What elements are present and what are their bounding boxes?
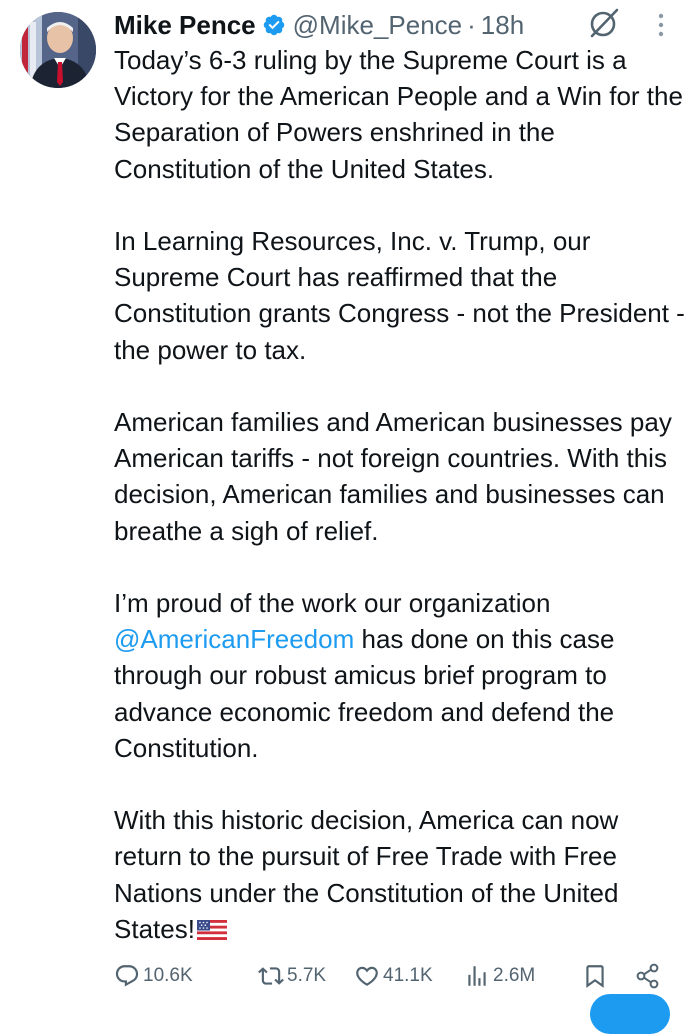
mention-link[interactable]: @AmericanFreedom bbox=[114, 624, 355, 655]
tweet-paragraph-1: Today’s 6-3 ruling by the Supreme Court is a Victory for the American People and a Win for the Separation of Powers enshrined in the Constitution of the United States. bbox=[114, 45, 683, 184]
share-icon bbox=[634, 962, 662, 990]
avatar[interactable] bbox=[20, 12, 96, 88]
compose-button[interactable] bbox=[590, 994, 670, 1034]
more-vertical-icon[interactable] bbox=[651, 12, 671, 40]
timestamp[interactable]: 18h bbox=[480, 9, 525, 40]
tweet-text bbox=[114, 42, 690, 947]
views-button[interactable] bbox=[464, 958, 535, 994]
share-button[interactable] bbox=[634, 958, 662, 994]
tweet-header bbox=[114, 6, 524, 44]
paragraph-4-start: I’m proud of the work our organization bbox=[114, 588, 551, 618]
paragraph-4-end: has done on this case through our robust amicus brief program to advance economic freedom and defend the Constitution. bbox=[114, 624, 615, 763]
flag-us-icon bbox=[197, 913, 227, 933]
repost-button[interactable] bbox=[258, 958, 326, 994]
paragraph-5-text: With this historic decision, America can now return to the pursuit of Free Trade with Free Nations under the Constitution of the United States! bbox=[114, 805, 619, 944]
repost-icon bbox=[258, 963, 284, 989]
reply-icon bbox=[114, 963, 140, 989]
separator-dot: · bbox=[467, 9, 476, 40]
verified-badge-icon[interactable] bbox=[262, 13, 286, 37]
reply-count: 10.6K bbox=[143, 965, 193, 986]
like-button[interactable] bbox=[354, 958, 433, 994]
display-name[interactable]: Mike Pence bbox=[114, 9, 256, 40]
avatar-image bbox=[20, 12, 96, 88]
bookmark-button[interactable] bbox=[582, 958, 608, 994]
repost-count: 5.7K bbox=[287, 965, 327, 986]
reply-button[interactable] bbox=[114, 958, 193, 994]
action-bar bbox=[114, 958, 690, 994]
bookmark-icon bbox=[582, 963, 608, 989]
tweet-paragraph-2: In Learning Resources, Inc. v. Trump, our Supreme Court has reaffirmed that the Constitution grants Congress - not the President - the power to tax. bbox=[114, 226, 685, 365]
tweet-paragraph-3: American families and American businesses pay American tariffs - not foreign countries. With this decision, American families and businesses can breathe a sigh of relief. bbox=[114, 407, 672, 546]
views-count: 2.6M bbox=[493, 965, 536, 986]
tweet-paragraph-4 bbox=[114, 585, 690, 766]
handle[interactable]: @Mike_Pence bbox=[292, 9, 463, 40]
grok-icon[interactable] bbox=[587, 6, 621, 40]
like-icon bbox=[354, 963, 380, 989]
like-count: 41.1K bbox=[383, 965, 433, 986]
tweet-paragraph-5 bbox=[114, 802, 690, 947]
views-icon bbox=[464, 963, 490, 989]
